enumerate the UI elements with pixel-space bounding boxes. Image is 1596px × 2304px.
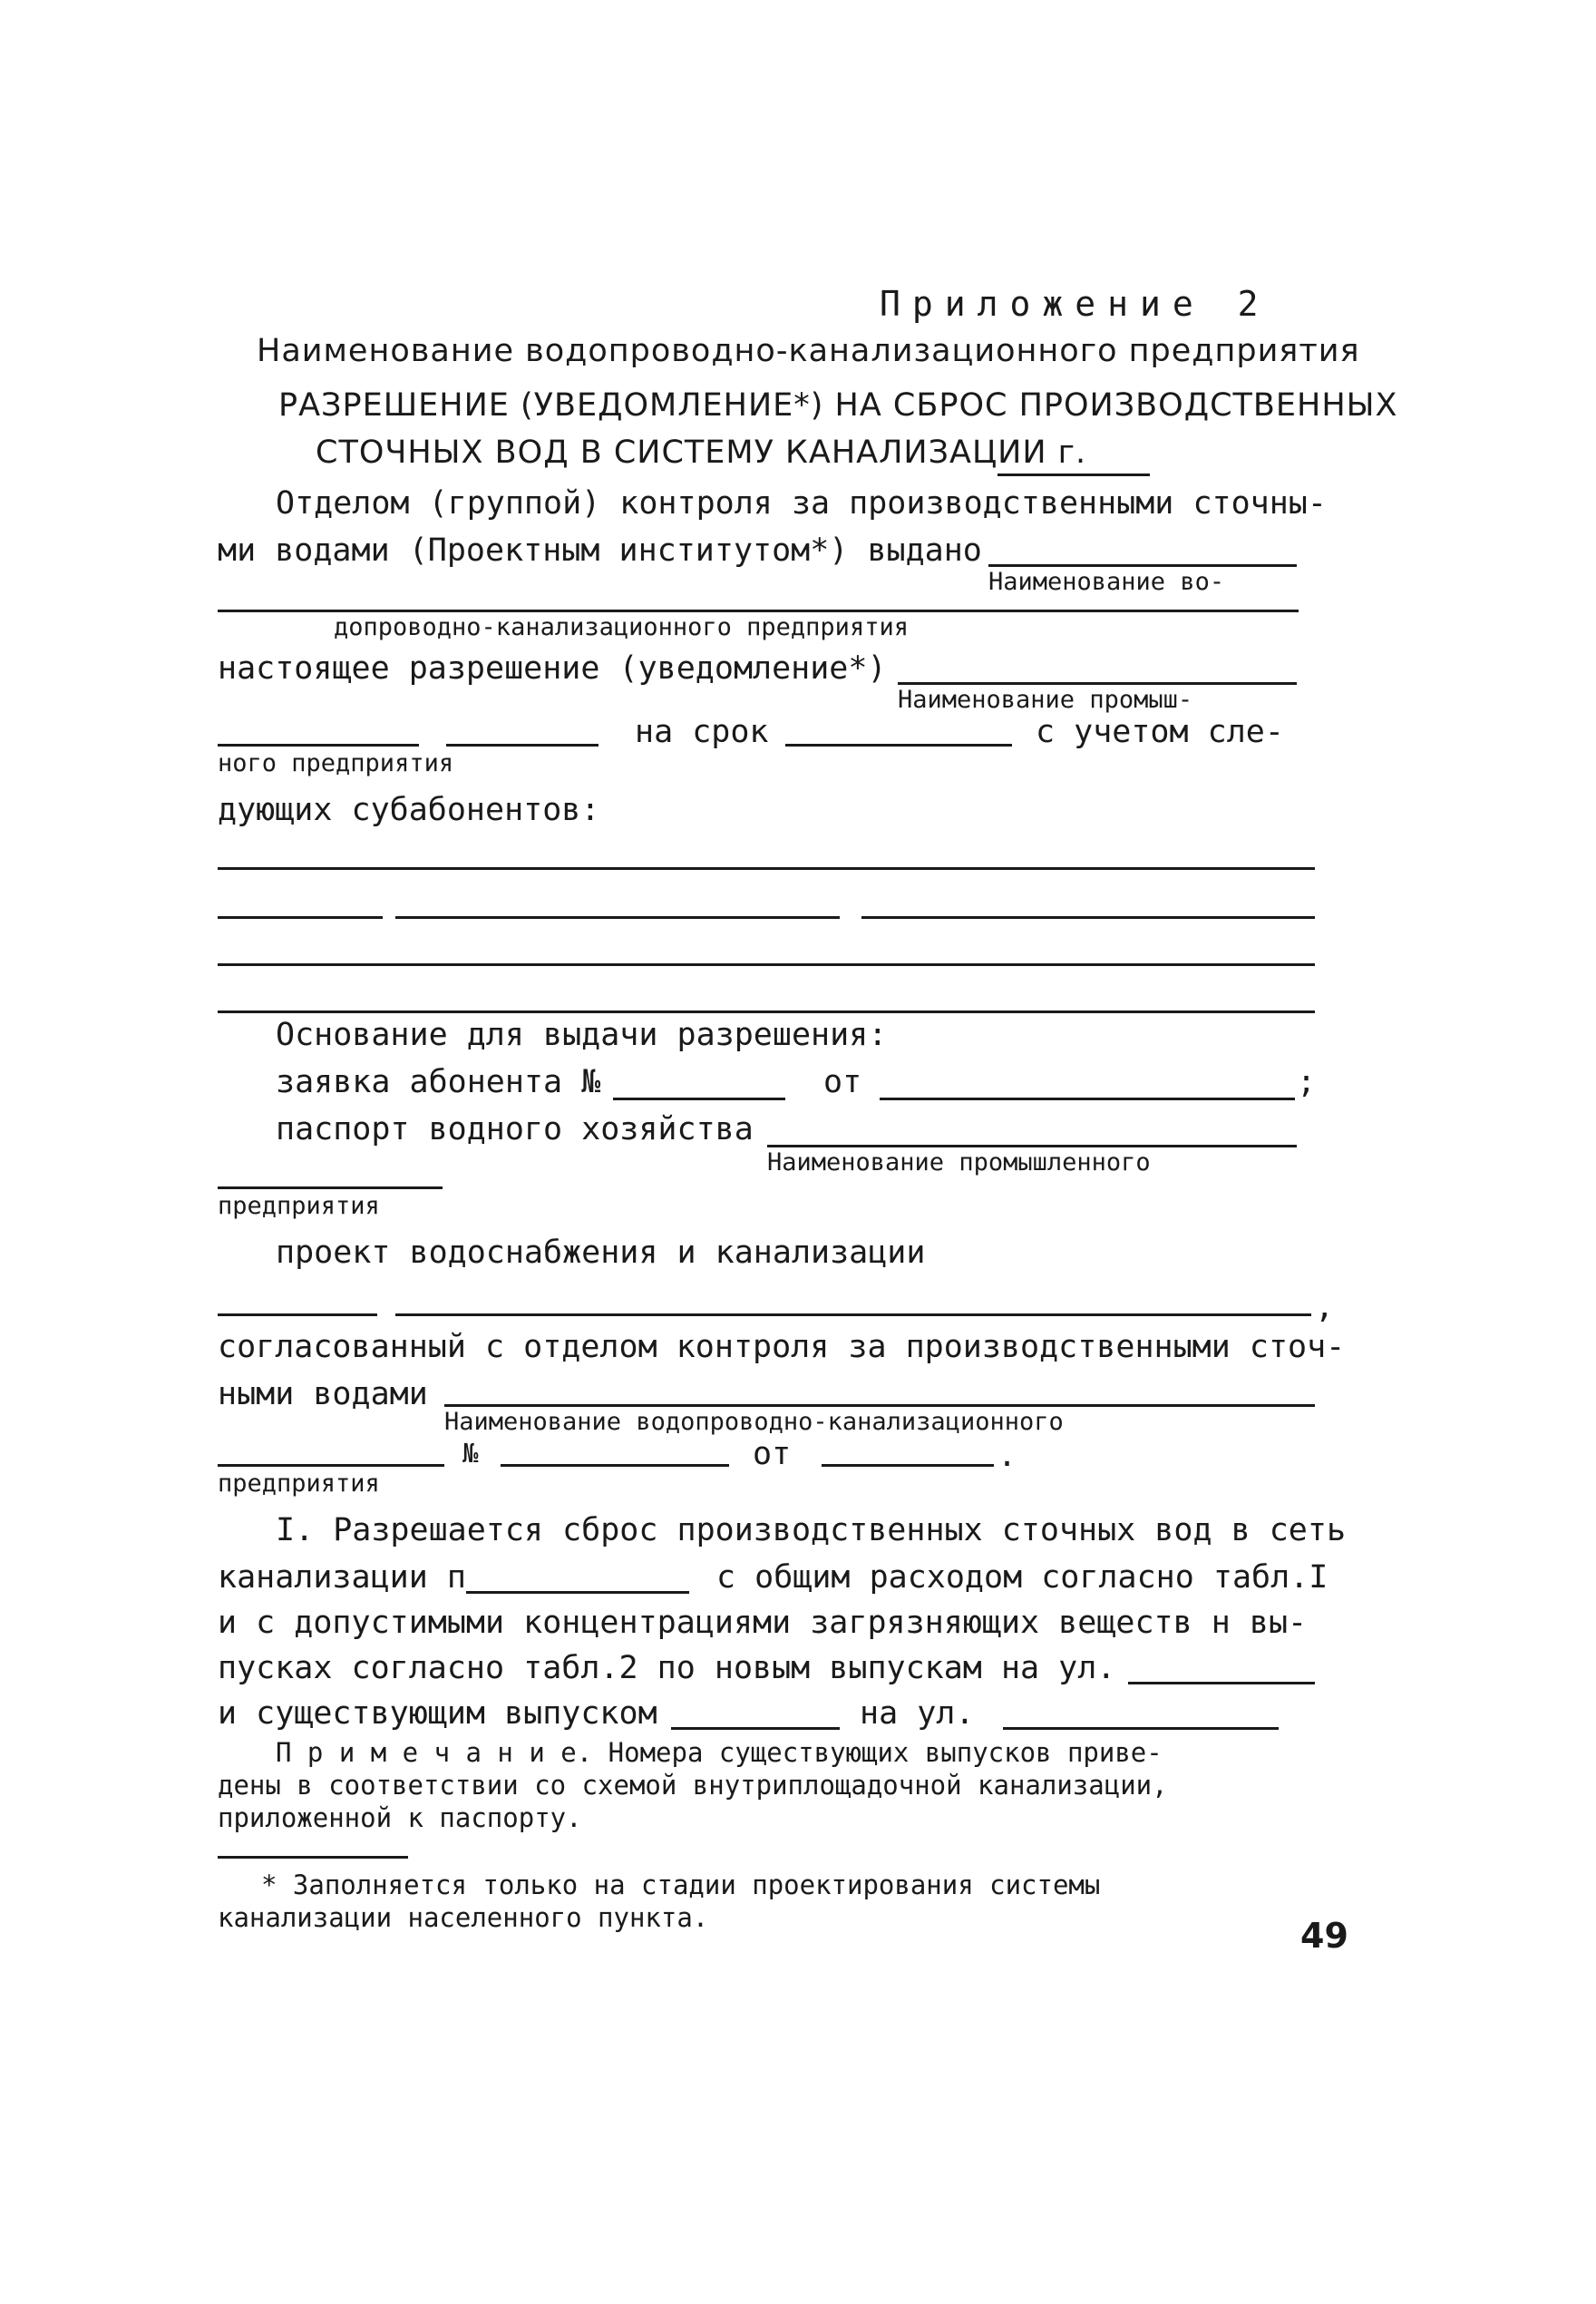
- subscribers-label-b: дующих субабонентов:: [218, 792, 600, 828]
- agreed-blank: [444, 1404, 1315, 1407]
- issuer-blank-2: [218, 610, 1299, 612]
- enterprise-blank-3: [446, 744, 598, 747]
- clause1-sewer-blank: [466, 1591, 689, 1594]
- subscriber-blank-2a: [218, 916, 383, 919]
- agreed-date-label: от: [753, 1436, 792, 1472]
- agreed-number-blank: [501, 1464, 729, 1467]
- passport-label: паспорт водного хозяйства: [276, 1111, 754, 1147]
- new-outlet-street-blank: [1128, 1682, 1315, 1684]
- caption-vodo-a: Наименование во-: [988, 568, 1225, 596]
- caption-prom-full: Наименование промышленного: [767, 1148, 1151, 1176]
- subscriber-blank-1: [218, 867, 1315, 870]
- existing-outlet-blank: [671, 1727, 840, 1730]
- body-line2: ми водами (Проектным институтом*) выдано: [218, 532, 982, 569]
- project-blank-a: [218, 1313, 377, 1316]
- organization-heading: Наименование водопроводно-канализационного предприятия: [257, 333, 1360, 369]
- basis-heading: Основание для выдачи разрешения:: [276, 1017, 888, 1053]
- clause1-line4: пусках согласно табл.2 по новым выпускам на ул.: [218, 1650, 1116, 1686]
- semicolon: ;: [1297, 1064, 1317, 1100]
- agreed-blank-2: [218, 1464, 444, 1467]
- document-title-line1: РАЗРЕШЕНИЕ (УВЕДОМЛЕНИЕ*) НА СБРОС ПРОИЗВОДСТВЕННЫХ: [278, 387, 1398, 424]
- appendix-label: Приложение 2: [880, 284, 1270, 324]
- clause1-line2a: канализации п: [218, 1559, 466, 1596]
- caption-pred: предприятия: [218, 1192, 380, 1220]
- caption-pred-2: предприятия: [218, 1469, 380, 1498]
- enterprise-blank-2: [218, 744, 419, 747]
- term-blank: [785, 744, 1012, 747]
- body-line1: Отделом (группой) контроля за производственными сточны-: [276, 485, 1327, 522]
- subscriber-blank-2b: [395, 916, 840, 919]
- agreed-line1: согласованный с отделом контроля за производственными сточ-: [218, 1329, 1346, 1365]
- application-label: заявка абонента №: [276, 1064, 601, 1100]
- enterprise-blank: [898, 682, 1297, 685]
- passport-blank: [767, 1145, 1297, 1147]
- application-number-blank: [613, 1098, 785, 1100]
- project-blank-b: [395, 1313, 1311, 1316]
- subscriber-blank-2c: [861, 916, 1315, 919]
- agreed-number-sign: №: [462, 1438, 479, 1469]
- agreed-dot: .: [998, 1438, 1017, 1474]
- body-line3: настоящее разрешение (уведомление*): [218, 650, 887, 687]
- agreed-date-blank: [822, 1464, 994, 1467]
- clause1-line1: I. Разрешается сброс производственных сточных вод в сеть: [276, 1512, 1347, 1548]
- note-line1: П р и м е ч а н и е. Номера существующих выпусков приве-: [276, 1737, 1163, 1768]
- clause1-line5b: на ул.: [860, 1695, 975, 1732]
- existing-outlet-street-blank: [1003, 1727, 1279, 1730]
- caption-prom-b: ного предприятия: [218, 749, 454, 777]
- clause1-line2b: с общим расходом согласно табл.I: [716, 1559, 1328, 1596]
- project-comma: ,: [1315, 1289, 1335, 1325]
- subscriber-blank-4: [218, 1010, 1315, 1013]
- footnote-line2: канализации населенного пункта.: [218, 1902, 709, 1933]
- subscribers-label-a: с учетом сле-: [1036, 714, 1284, 750]
- caption-prom-a: Наименование промыш-: [898, 686, 1193, 714]
- footnote-line1: * Заполняется только на стадии проектирования системы: [261, 1870, 1101, 1900]
- note-line3: приложенной к паспорту.: [218, 1802, 582, 1833]
- project-label: проект водоснабжения и канализации: [276, 1235, 926, 1271]
- application-date-label: от: [823, 1064, 862, 1100]
- caption-vodo-full: Наименование водопроводно-канализационного: [444, 1408, 1064, 1436]
- city-blank: [998, 473, 1150, 476]
- term-label: на срок: [635, 714, 769, 750]
- caption-vodo-b: допроводно-канализационного предприятия: [334, 613, 909, 641]
- application-date-blank: [880, 1098, 1295, 1100]
- document-title-line2: СТОЧНЫХ ВОД В СИСТЕМУ КАНАЛИЗАЦИИ г.: [316, 434, 1087, 471]
- page-number: 49: [1300, 1916, 1348, 1956]
- clause1-line3: и с допустимыми концентрациями загрязняющих веществ н вы-: [218, 1605, 1308, 1641]
- clause1-line5a: и существующим выпуском: [218, 1695, 657, 1732]
- agreed-line2: ными водами: [218, 1376, 428, 1412]
- issuer-blank: [988, 564, 1297, 567]
- note-line2: дены в соответствии со схемой внутриплощадочной канализации,: [218, 1770, 1168, 1801]
- footnote-separator: [218, 1856, 408, 1859]
- subscriber-blank-3: [218, 963, 1315, 966]
- passport-blank-2: [218, 1186, 443, 1189]
